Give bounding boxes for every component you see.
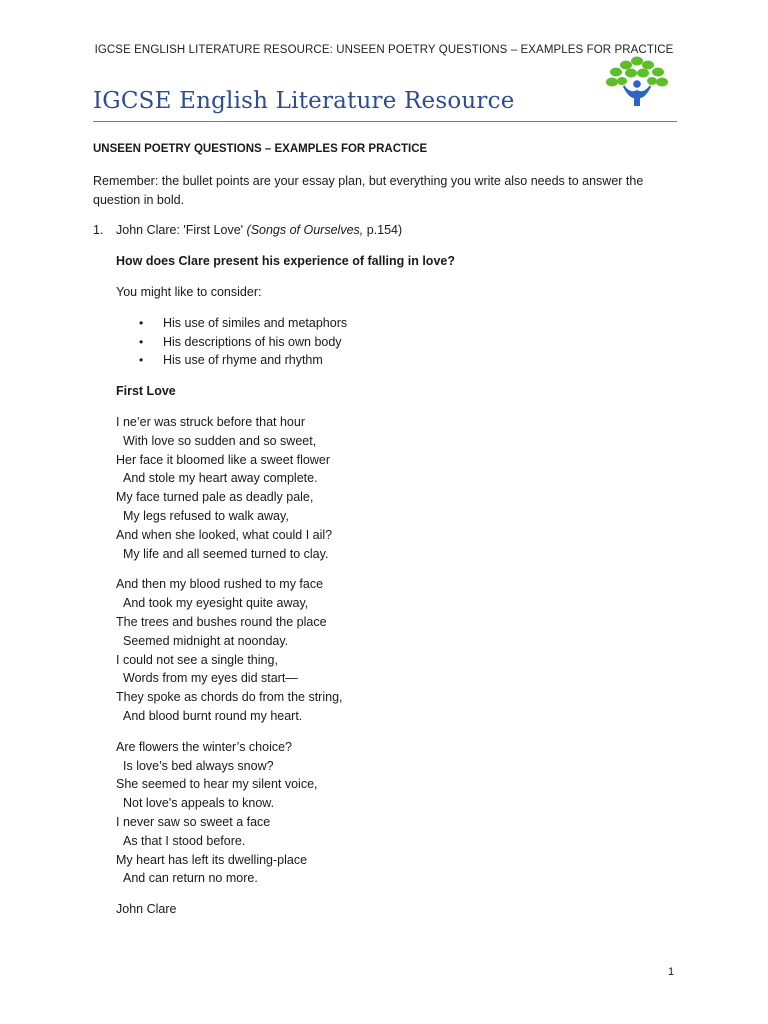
question-prompt: How does Clare present his experience of falling in love? <box>116 254 455 269</box>
bullet-dot: • <box>139 315 144 330</box>
question-source <box>116 221 402 240</box>
poem-line: And then my blood rushed to my face <box>116 577 324 592</box>
poem-line: My face turned pale as deadly pale, <box>116 490 314 505</box>
poem-stanza <box>116 738 677 888</box>
poem-line: Seemed midnight at noonday. <box>123 633 289 648</box>
poem-line: I could not see a single thing, <box>116 652 278 667</box>
question-source-italic: (Songs of Ourselves, <box>246 223 364 238</box>
poem-line: And stole my heart away complete. <box>123 471 318 486</box>
poem-body <box>116 413 677 888</box>
question-author-title: John Clare: 'First Love' <box>116 223 247 238</box>
question-page-ref: p.154) <box>363 223 403 238</box>
list-item <box>116 314 677 333</box>
question-heading <box>93 221 677 240</box>
intro-paragraph: Remember: the bullet points are your essay plan, but everything you write also needs to answer the question in bold. <box>93 173 644 207</box>
list-item <box>116 333 677 352</box>
running-header: IGCSE ENGLISH LITERATURE RESOURCE: UNSEEN POETRY QUESTIONS – EXAMPLES FOR PRACTICE <box>94 44 674 56</box>
poem-line: Words from my eyes did start— <box>123 671 298 686</box>
poem-line: Is love’s bed always snow? <box>123 758 274 773</box>
poem-line: My life and all seemed turned to clay. <box>123 546 329 561</box>
bullet-dot: • <box>139 353 144 368</box>
question-number: 1. <box>93 223 104 238</box>
consider-list <box>116 314 677 370</box>
poem-line: The trees and bushes round the place <box>116 614 327 629</box>
poem-line: She seemed to hear my silent voice, <box>116 777 318 792</box>
poem-line: Her face it bloomed like a sweet flower <box>116 452 330 467</box>
consider-label: You might like to consider: <box>116 284 262 299</box>
poem-line: They spoke as chords do from the string, <box>116 690 343 705</box>
tree-with-person-icon <box>604 56 670 108</box>
poem-line: And took my eyesight quite away, <box>123 596 309 611</box>
poem-stanza <box>116 575 677 725</box>
header-rule <box>93 121 677 122</box>
poem-line: With love so sudden and so sweet, <box>123 433 317 448</box>
list-item <box>116 351 677 370</box>
document-body <box>93 140 677 919</box>
poem-line: And when she looked, what could I ail? <box>116 527 333 542</box>
poem-line: Are flowers the winter’s choice? <box>116 739 293 754</box>
poem-line: And blood burnt round my heart. <box>123 708 303 723</box>
bullet-dot: • <box>139 334 144 349</box>
bullet-text: His use of rhyme and rhythm <box>163 353 323 368</box>
page-number: 1 <box>668 966 675 978</box>
poem-line: My heart has left its dwelling-place <box>116 852 308 867</box>
poem-line: And can return no more. <box>123 871 258 886</box>
poem-line: Not love's appeals to know. <box>123 796 275 811</box>
section-subtitle: UNSEEN POETRY QUESTIONS – EXAMPLES FOR PRACTICE <box>93 143 428 155</box>
poem-line: I never saw so sweet a face <box>116 814 271 829</box>
bullet-text: His use of similes and metaphors <box>163 315 348 330</box>
poem-title: First Love <box>116 384 176 399</box>
page-title: IGCSE English Literature Resource <box>93 88 515 114</box>
poem-line: As that I stood before. <box>123 833 246 848</box>
poem-line: My legs refused to walk away, <box>123 508 289 523</box>
poem-author: John Clare <box>116 902 177 917</box>
poem-stanza <box>116 413 677 563</box>
poem-line: I ne’er was struck before that hour <box>116 414 305 429</box>
bullet-text: His descriptions of his own body <box>163 334 342 349</box>
